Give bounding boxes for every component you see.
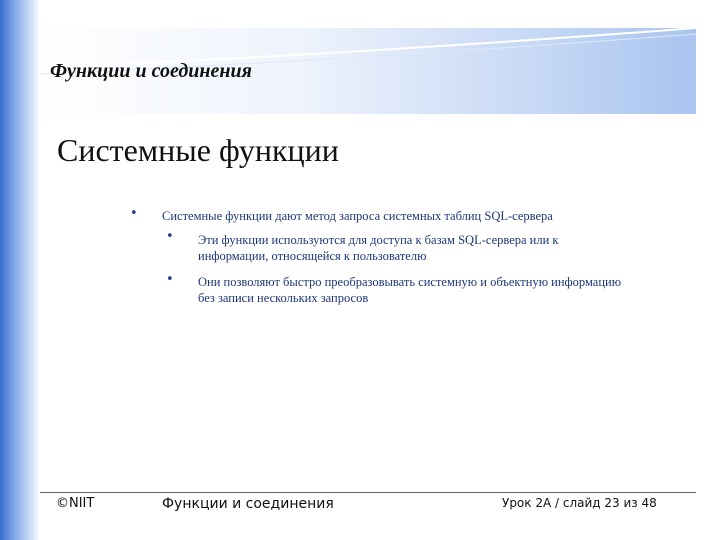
bullet-main-text: Системные функции дают метод запроса системных таблиц SQL-сервера (162, 209, 553, 223)
sub-bullet-marker: • (166, 272, 174, 287)
footer-topic: Функции и соединения (162, 496, 334, 512)
footer-slide-info: Урок 2A / слайд 23 из 48 (502, 496, 657, 510)
sub-bullet-1-line-2: информации, относящейся к пользователю (198, 249, 427, 263)
header-band (40, 28, 696, 114)
footer-copyright: ©NIIT (56, 496, 95, 511)
slide-title: Системные функции (57, 132, 339, 168)
sub-bullet-2-line-2: без записи нескольких запросов (198, 291, 369, 305)
footer-divider (40, 492, 696, 493)
sub-bullet-2-line-1: Они позволяют быстро преобразовывать системную и объектную информацию (198, 275, 622, 289)
header-title: Функции и соединения (50, 60, 252, 82)
sub-bullet-marker: • (166, 229, 174, 244)
bullet-marker: • (130, 206, 138, 221)
left-gradient-strip (0, 0, 40, 540)
sub-bullet-1-line-1: Эти функции используются для доступа к базам SQL-сервера или к (198, 233, 559, 247)
